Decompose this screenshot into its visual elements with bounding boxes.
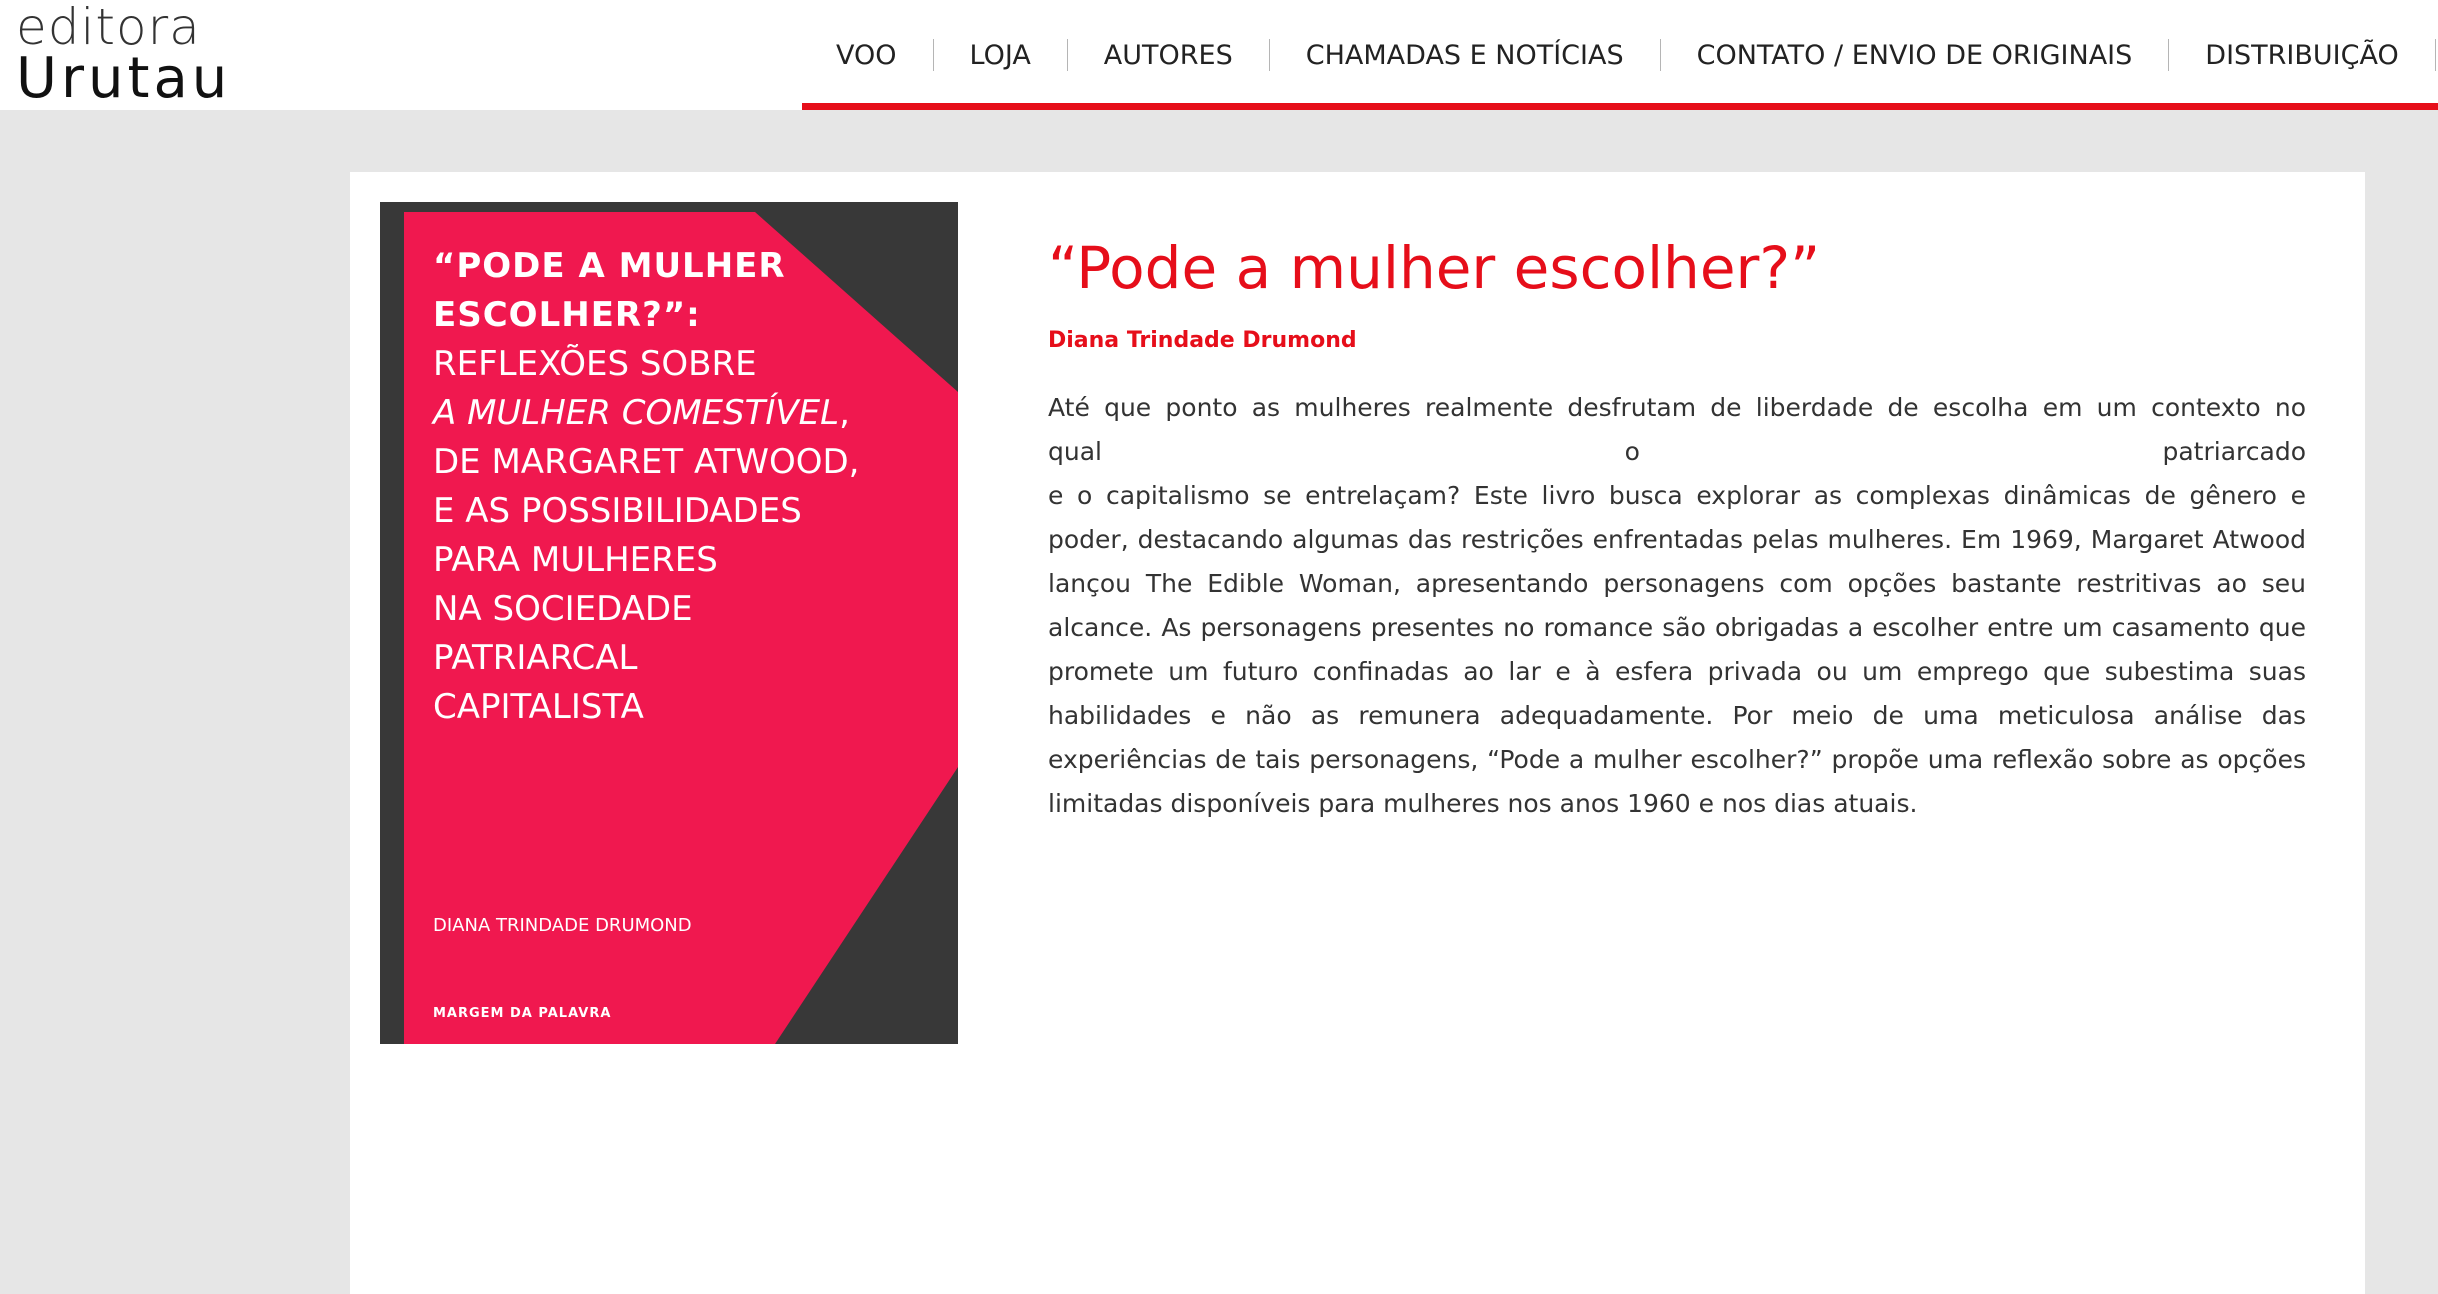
nav-separator (2435, 39, 2436, 71)
cover-subtitle-line: PARA MULHERES (433, 540, 718, 580)
book-cover-image[interactable] (380, 202, 958, 1044)
cover-subtitle-line (433, 389, 893, 438)
nav-separator (1269, 39, 1270, 71)
nav-item-distribuicao[interactable]: DISTRIBUIÇÃO (2205, 39, 2399, 71)
nav-separator (933, 39, 934, 71)
cover-subtitle-line: NA SOCIEDADE (433, 589, 693, 629)
site-header (0, 0, 2438, 110)
book-details (1048, 228, 2306, 826)
cover-subtitle-line: DE MARGARET ATWOOD, (433, 442, 860, 482)
cover-subtitle-line: PATRIARCAL (433, 638, 638, 678)
nav-separator (2168, 39, 2169, 71)
cover-title-text (433, 242, 893, 732)
cover-italic-title: A MULHER COMESTÍVEL (433, 393, 840, 433)
description-paragraph-first (1048, 386, 2306, 474)
cover-author-name: DIANA TRINDADE DRUMOND (433, 915, 692, 936)
description-paragraph: e o capitalismo se entrelaçam? Este livro busca explorar as complexas dinâmicas de gênero e poder, destacando algumas das restrições enfrentadas pelas mulheres. Em 1969, Margaret Atwood lançou The Edible Woman, apresentando personagens com opções bastante restritivas ao seu alcance. As personagens presentes no romance são obrigadas a escolher entre um casamento que promete um futuro confinadas ao lar e à esfera privada ou um emprego que subestima suas habilidades e não as remunera adequadamente. Por meio de uma meticulosa análise das experiências de tais personagens, “Pode a mulher escolher?” propõe uma reflexão sobre as opções limitadas disponíveis para mulheres nos anos 1960 e nos dias atuais. (1048, 481, 2306, 818)
main-nav (836, 28, 2436, 82)
cover-publisher-name: MARGEM DA PALAVRA (433, 1006, 612, 1021)
nav-active-underline (802, 103, 2438, 110)
cover-title-line: “PODE A MULHER (433, 246, 786, 286)
cover-subtitle-line: CAPITALISTA (433, 687, 644, 727)
book-description (1048, 386, 2306, 826)
cover-comma: , (839, 393, 850, 433)
cover-subtitle-line: REFLEXÕES SOBRE (433, 344, 757, 384)
cover-title-line: ESCOLHER?”: (433, 295, 701, 335)
nav-item-voo[interactable]: VOO (836, 39, 897, 71)
site-logo[interactable] (16, 0, 232, 111)
nav-item-autores[interactable]: AUTORES (1103, 39, 1233, 71)
logo-top-text: editora (16, 0, 201, 56)
product-card (350, 172, 2365, 1294)
book-author-link[interactable]: Diana Trindade Drumond (1048, 328, 1357, 353)
description-first-tail: qual o patriarcado (1048, 437, 2306, 466)
logo-bottom-text: Urutau (16, 46, 232, 111)
nav-item-chamadas-e-noticias[interactable]: CHAMADAS E NOTÍCIAS (1305, 39, 1624, 71)
book-title: “Pode a mulher escolher?” (1048, 234, 1821, 302)
description-first-line: Até que ponto as mulheres realmente desfrutam de liberdade de escolha em um contexto no (1048, 393, 2306, 422)
nav-item-loja[interactable]: LOJA (969, 39, 1031, 71)
nav-separator (1660, 39, 1661, 71)
nav-separator (1067, 39, 1068, 71)
nav-item-contato[interactable]: CONTATO / ENVIO DE ORIGINAIS (1696, 39, 2133, 71)
cover-subtitle-line: E AS POSSIBILIDADES (433, 491, 802, 531)
